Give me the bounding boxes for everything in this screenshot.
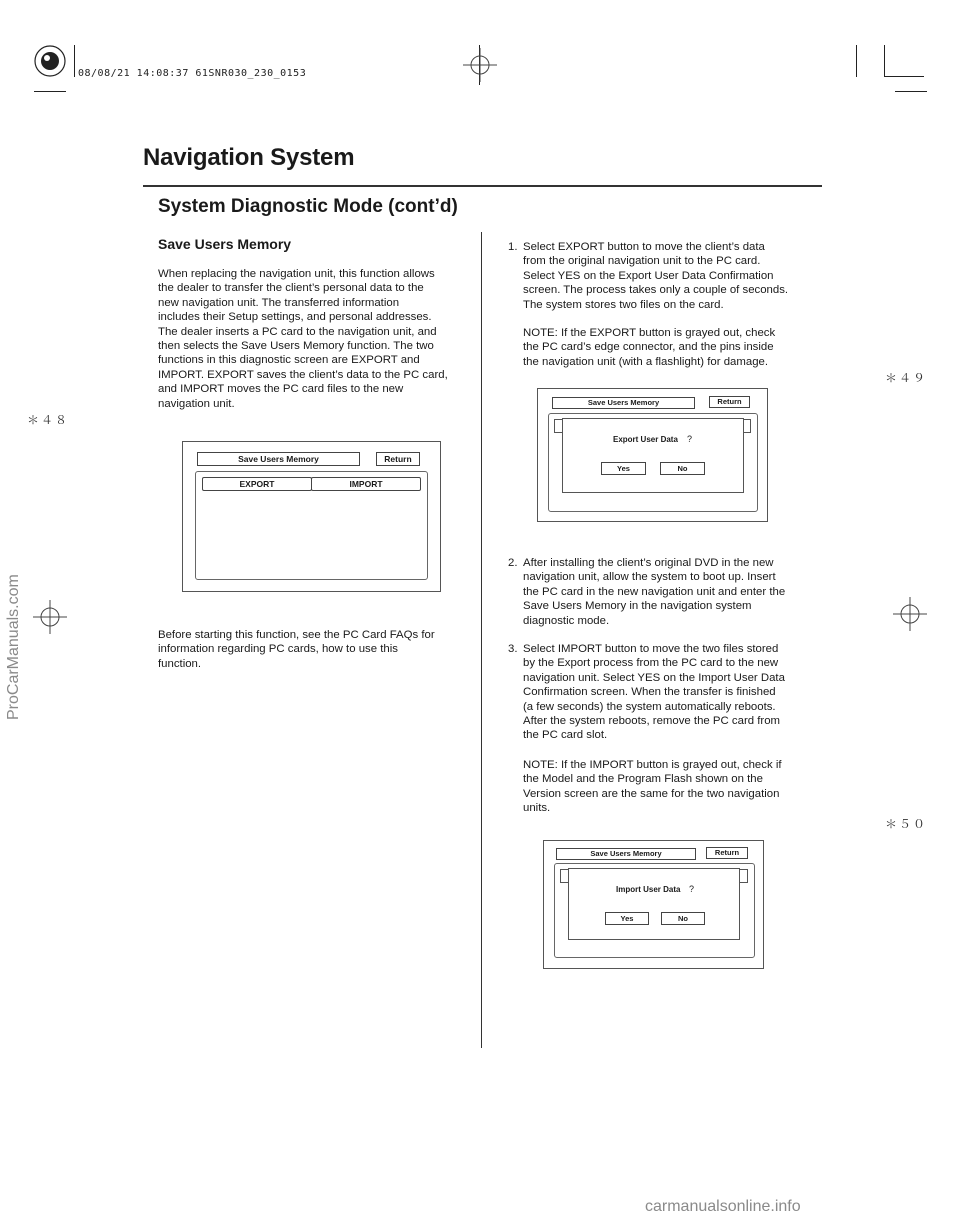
- no-button[interactable]: No: [660, 462, 705, 475]
- step-text: Select IMPORT button to move the two files stored by the Export process from the PC card to the new navigation unit. Select YES on the Import User Data Confirmation screen. When the transfer is finished (a few seconds) the system automatically reboots. After the system reboots, remove the PC card from the PC card slot.: [523, 643, 785, 742]
- return-button[interactable]: Return: [706, 847, 748, 859]
- step-number: 2.: [508, 557, 518, 569]
- side-ref-right-top: ＊４９: [885, 371, 928, 385]
- import-dialog: [568, 868, 740, 940]
- yes-button[interactable]: Yes: [601, 462, 646, 475]
- import-confirmation-screen: [543, 840, 764, 969]
- title-rule: [143, 185, 822, 187]
- crosshair-icon: [463, 48, 497, 82]
- import-button[interactable]: IMPORT: [311, 477, 421, 491]
- screen-content-panel: [195, 471, 428, 580]
- print-timestamp: 08/08/21 14:08:37 61SNR030_230_0153: [78, 68, 307, 79]
- column-divider: [481, 232, 482, 1048]
- closing-paragraph: Before starting this function, see the PC Card FAQs for information regarding PC cards, how to use this function.: [158, 629, 435, 670]
- intro-paragraph: When replacing the navigation unit, this function allows the dealer to transfer the client’s personal data to the new navigation unit. The transferred information includes their Setup settings, and personal addresses. The dealer inserts a PC card to the navigation unit, and then selects the Save Users Memory function. The two functions in this diagnostic screen are EXPORT and IMPORT. EXPORT saves the client’s data to the PC card, and IMPORT moves the PC card files to the new navigation unit.: [158, 268, 448, 410]
- export-confirmation-screen: [537, 388, 768, 522]
- dialog-question-mark: ?: [689, 884, 695, 894]
- step-number: 1.: [508, 241, 518, 253]
- step-3-note: NOTE: If the IMPORT button is grayed out, check if the Model and the Program Flash shown on the Version screen are the same for the two navigation units.: [523, 759, 782, 815]
- step-text: Select EXPORT button to move the client’s data from the original navigation unit to the PC card. Select YES on the Export User Data Confirmation screen. The process takes only a couple of seconds. The system stores two files on the card.: [523, 241, 789, 311]
- save-users-memory-screen: [182, 441, 441, 592]
- dialog-prompt: Export User Data: [613, 435, 678, 444]
- side-ref-right-bottom: ＊５０: [885, 817, 928, 831]
- crosshair-icon: [33, 600, 67, 634]
- screen-title-bar: Save Users Memory: [197, 452, 360, 466]
- crosshair-icon: [893, 597, 927, 631]
- step-number: 3.: [508, 643, 518, 655]
- screen-title-bar: Save Users Memory: [552, 397, 695, 409]
- return-button[interactable]: Return: [709, 396, 750, 408]
- bottom-watermark: carmanualsonline.info: [645, 1198, 801, 1215]
- registration-target-icon: [33, 44, 67, 78]
- step-2: [508, 556, 813, 628]
- step-3: [508, 642, 813, 742]
- step-text: After installing the client’s original DVD in the new navigation unit, allow the system to boot up. Insert the PC card in the new navigation unit and enter the Save Users Memory in the navigation system diagnostic mode.: [523, 557, 786, 627]
- side-ref-left: ＊４８: [27, 413, 70, 427]
- yes-button[interactable]: Yes: [605, 912, 649, 925]
- return-button[interactable]: Return: [376, 452, 420, 466]
- step-1-note: NOTE: If the EXPORT button is grayed out, check the PC card’s edge connector, and the pins inside the navigation unit (with a flashlight) for damage.: [523, 327, 776, 368]
- screen-title-bar: Save Users Memory: [556, 848, 696, 860]
- export-button[interactable]: EXPORT: [202, 477, 312, 491]
- section-heading: Save Users Memory: [158, 236, 292, 252]
- step-1: [508, 240, 813, 312]
- side-watermark: ProCarManuals.com: [5, 574, 22, 720]
- page-subtitle: System Diagnostic Mode (cont’d): [158, 196, 458, 217]
- export-dialog: [562, 418, 744, 493]
- dialog-prompt: Import User Data: [616, 885, 681, 894]
- dialog-question-mark: ?: [687, 434, 693, 444]
- no-button[interactable]: No: [661, 912, 705, 925]
- page-title: Navigation System: [143, 144, 355, 171]
